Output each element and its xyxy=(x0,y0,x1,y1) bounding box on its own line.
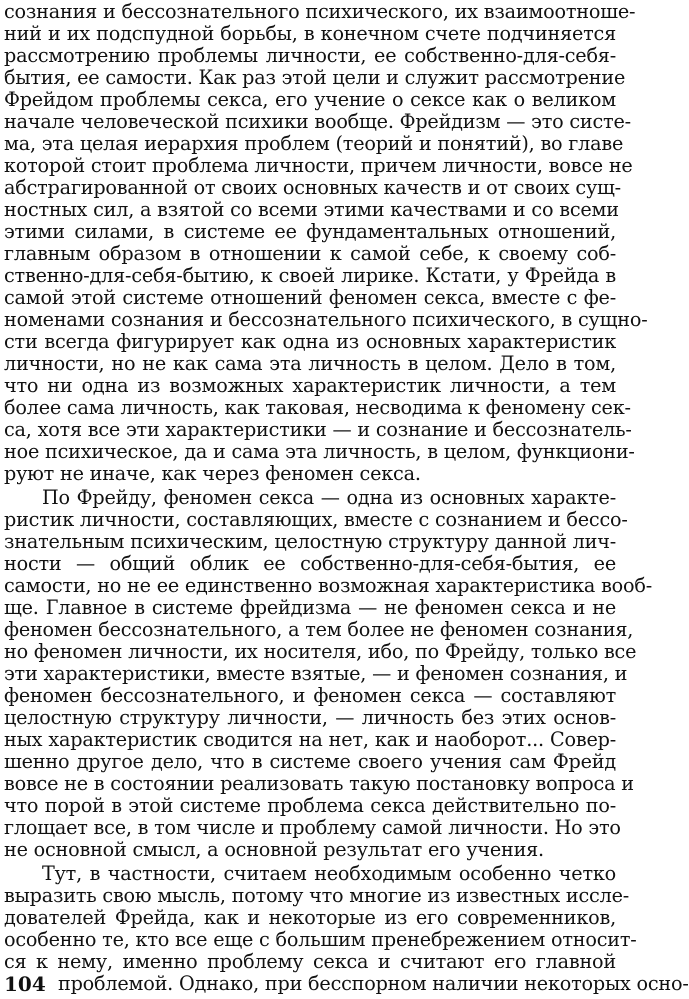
text-line: вовсе не в состоянии реализовать такую постановку вопроса и xyxy=(4,772,634,795)
text-line: сти всегда фигурирует как одна из основных характеристик xyxy=(4,330,616,353)
text-line: ний и их подспудной борьбы, в конечном счете подчиняется xyxy=(4,22,616,45)
text-line: которой стоит проблема личности, причем личности, вовсе не xyxy=(4,154,633,177)
text-line: эти характеристики, вместе взятые, — и феномен сознания, и xyxy=(4,662,628,685)
text-line: этими силами, в системе ее фундаментальных отношений, xyxy=(4,220,616,243)
text-line: личности, но не как сама эта личность в целом. Дело в том, xyxy=(4,352,616,375)
text-line: ное психическое, да и сама эта личность, в целом, функциони- xyxy=(4,440,635,463)
text-line: главным образом в отношении к самой себе, к своему соб- xyxy=(4,242,616,265)
text-line: не основной смысл, а основной результат его учения. xyxy=(4,838,544,861)
text-line: выразить свою мысль, потому что многие из известных иссле- xyxy=(4,884,630,907)
text-line: руют не иначе, как через феномен секса. xyxy=(4,462,421,485)
text-line: дователей Фрейда, как и некоторые из его современников, xyxy=(4,906,616,929)
text-line: особенно те, кто все еще с большим пренебрежением относит- xyxy=(4,928,637,951)
text-line: Фрейдом проблемы секса, его учение о сексе как о великом xyxy=(4,88,616,111)
text-line: самой этой системе отношений феномен секса, вместе с фе- xyxy=(4,286,616,309)
text-line: ности — общий облик ее собственно-для-себя-бытия, ее xyxy=(4,552,616,575)
text-line: более сама личность, как таковая, несводима к феномену сек- xyxy=(4,396,631,419)
text-line: целостную структуру личности, — личность без этих основ- xyxy=(4,706,616,729)
text-line: глощает все, в том числе и проблему самой личности. Но это xyxy=(4,816,621,839)
text-line: ных характеристик сводится на нет, как и наоборот... Совер- xyxy=(4,728,616,751)
text-line: шенно другое дело, что в системе своего учения сам Фрейд xyxy=(4,750,616,773)
text-line: самости, но не ее единственно возможная характеристика вооб- xyxy=(4,574,653,597)
text-line: феномен бессознательного, а тем более не феномен сознания, xyxy=(4,618,634,641)
text-line: са, хотя все эти характеристики — и сознание и бессознатель- xyxy=(4,418,632,441)
text-line: ся к нему, именно проблему секса и считают его главной xyxy=(4,950,616,973)
text-line: знательным психическим, целостную структуру данной лич- xyxy=(4,530,616,553)
page-number: 104 xyxy=(4,972,46,996)
text-line: Тут, в частности, считаем необходимым особенно четко xyxy=(42,862,616,885)
text-line: но феномен личности, их носителя, ибо, по Фрейду, только все xyxy=(4,640,637,663)
text-line: ностных сил, а взятой со всеми этими качествами и со всеми xyxy=(4,198,619,221)
text-line: проблемой. Однако, при бесспорном наличии некоторых осно- xyxy=(58,972,689,995)
text-line: ристик личности, составляющих, вместе с сознанием и бессо- xyxy=(4,508,628,531)
text-line: номенами сознания и бессознательного психического, в сущно- xyxy=(4,308,648,331)
text-line: сознания и бессознательного психического, их взаимоотноше- xyxy=(4,0,636,23)
text-line: ще. Главное в системе фрейдизма — не феномен секса и не xyxy=(4,596,616,619)
text-line: По Фрейду, феномен секса — одна из основных характе- xyxy=(42,486,616,509)
text-line: абстрагированной от своих основных качеств и от своих сущ- xyxy=(4,176,621,199)
text-line: бытия, ее самости. Как раз этой цели и служит рассмотрение xyxy=(4,66,626,89)
text-line: рассмотрению проблемы личности, ее собственно-для-себя- xyxy=(4,44,616,67)
text-line: начале человеческой психики вообще. Фрейдизм — это систе- xyxy=(4,110,631,133)
text-line: ственно-для-себя-бытию, к своей лирике. Кстати, у Фрейда в xyxy=(4,264,616,287)
text-line: ма, эта целая иерархия проблем (теорий и понятий), во главе xyxy=(4,132,624,155)
text-line: феномен бессознательного, и феномен секса — составляют xyxy=(4,684,616,707)
text-line: что ни одна из возможных характеристик личности, а тем xyxy=(4,374,616,397)
text-line: что порой в этой системе проблема секса действительно по- xyxy=(4,794,616,817)
